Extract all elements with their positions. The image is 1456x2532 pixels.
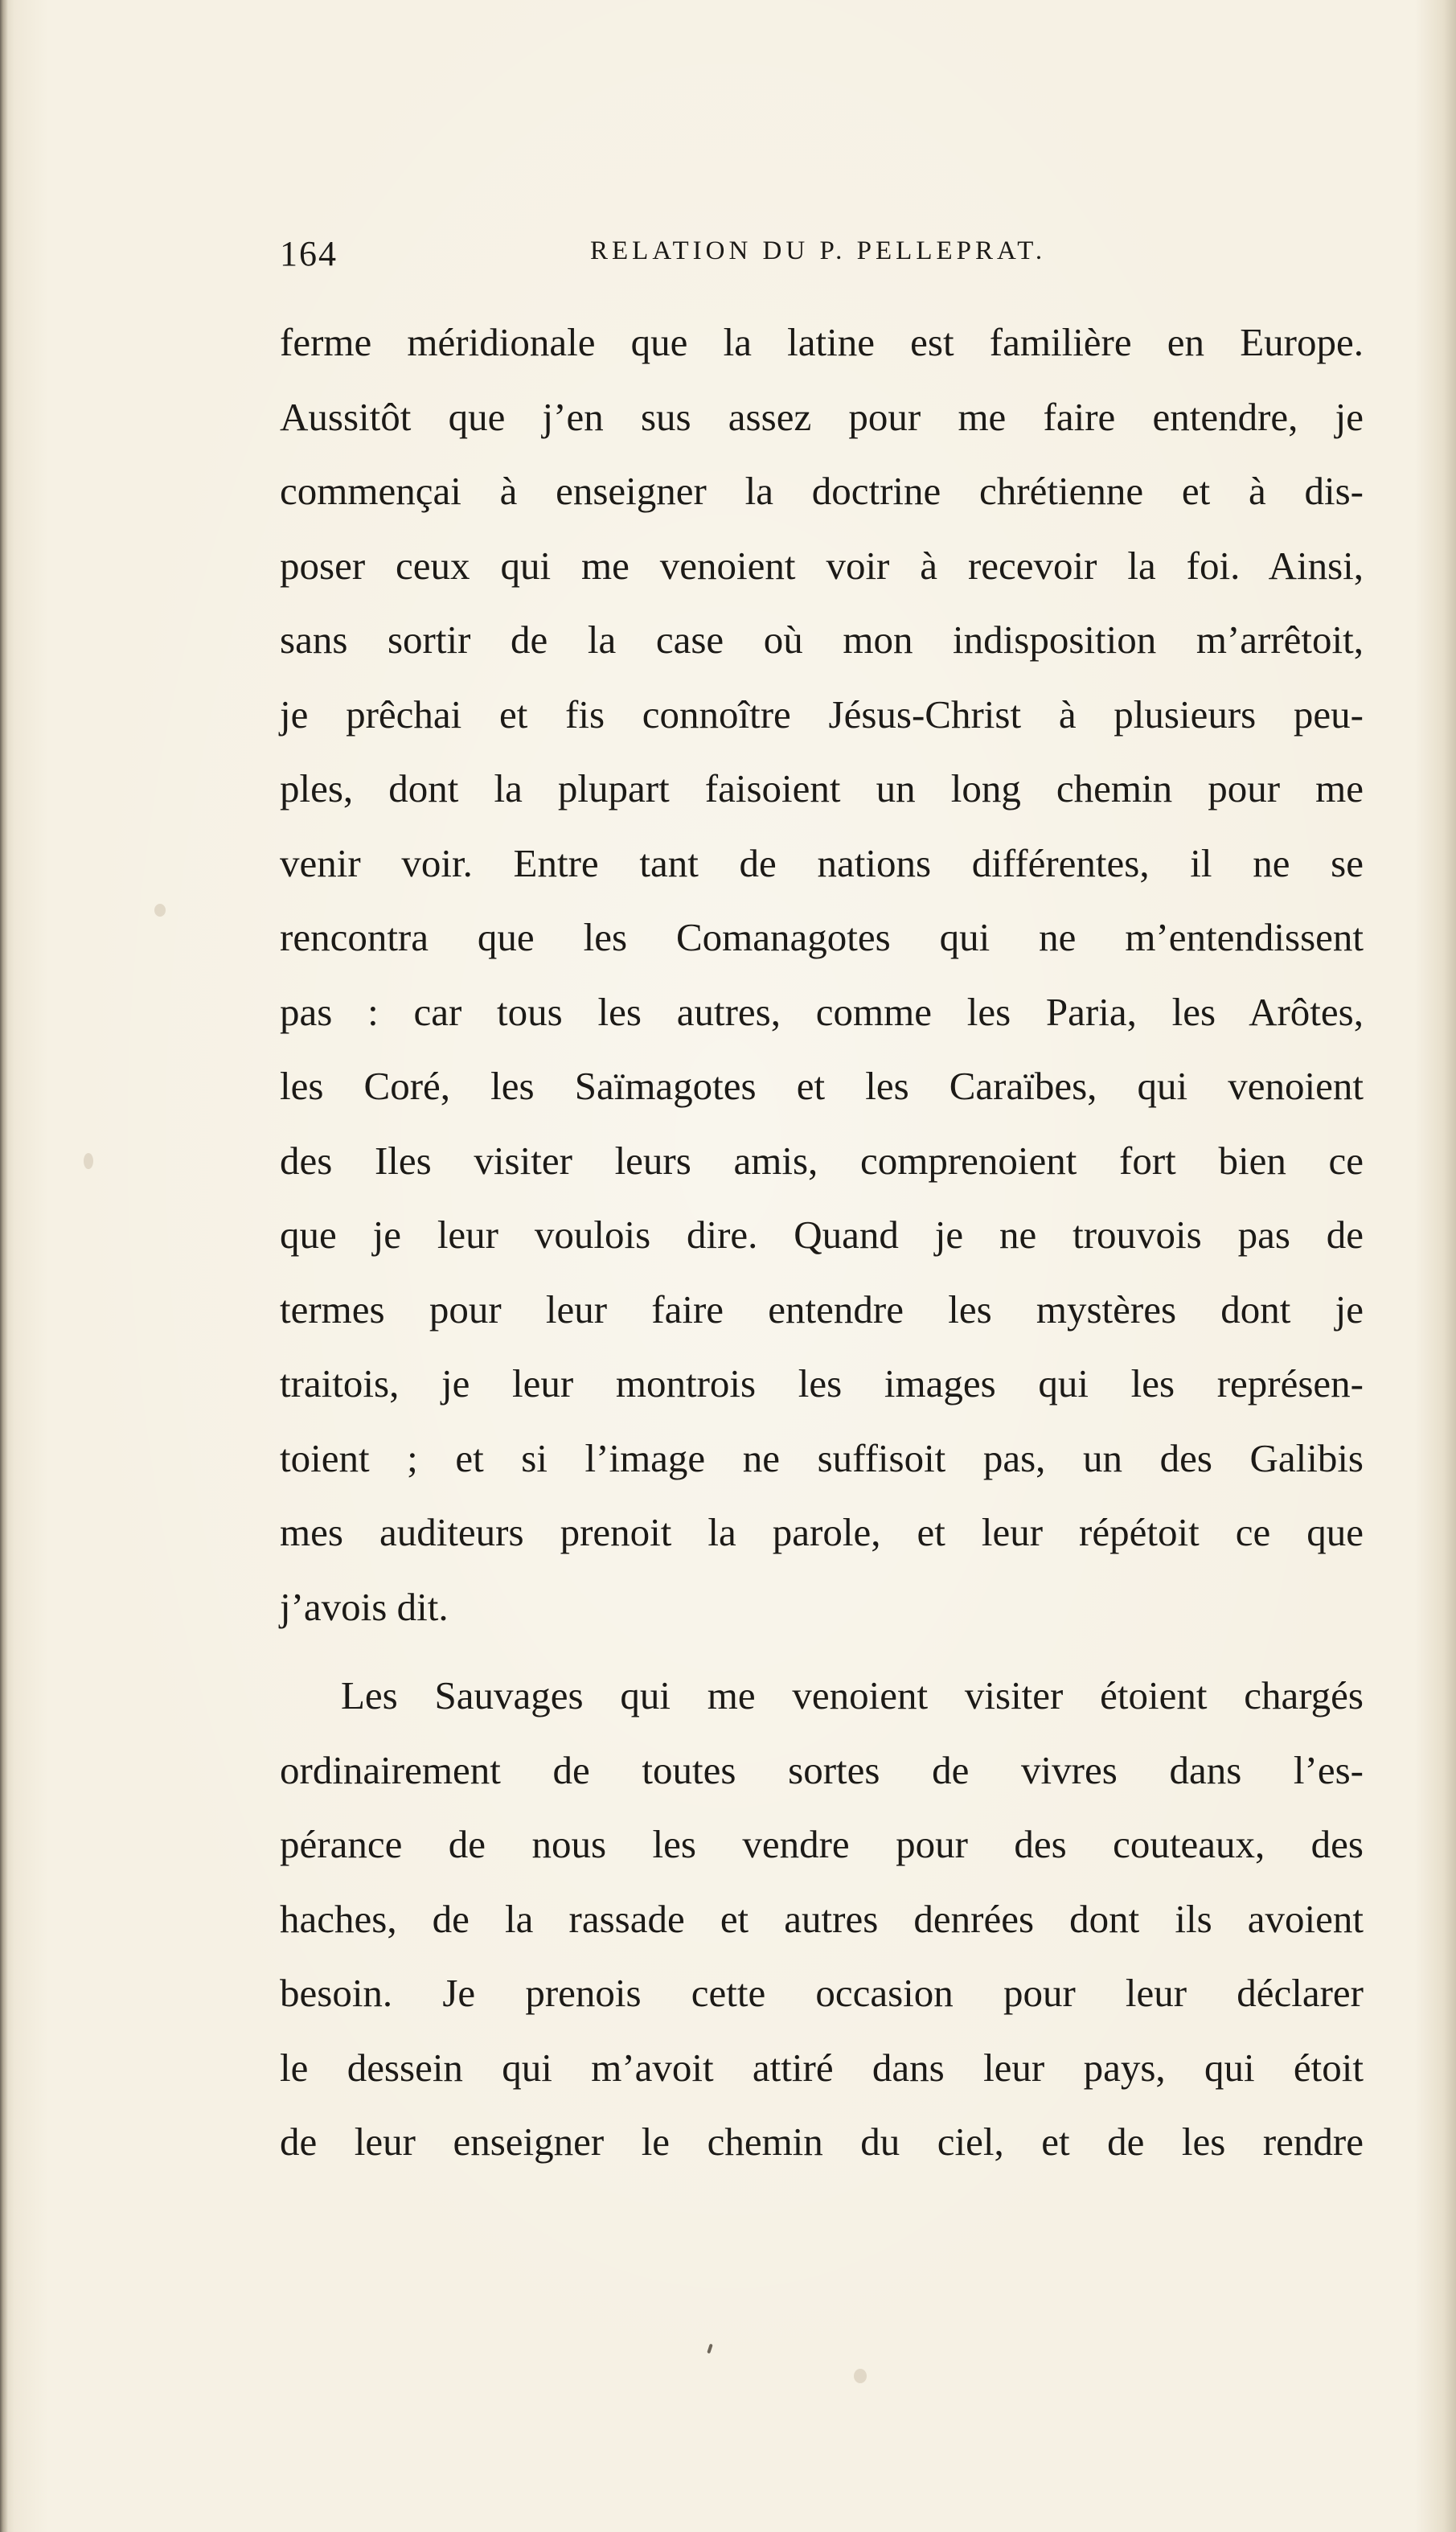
text-line: venir voir. Entre tant de nations différentes, il ne se bbox=[280, 840, 1364, 885]
body-text bbox=[280, 306, 1364, 2180]
text-line: de leur enseigner le chemin du ciel, et de les rendre bbox=[280, 2120, 1364, 2164]
page-header bbox=[280, 233, 1364, 273]
text-line: Les Sauvages qui me venoient visiter étoient chargés bbox=[341, 1673, 1364, 1717]
paragraph-gap bbox=[280, 1644, 1364, 1659]
text-line: ples, dont la plupart faisoient un long chemin pour me bbox=[280, 766, 1364, 810]
text-line: commençai à enseigner la doctrine chrétienne et à dis- bbox=[280, 469, 1364, 513]
text-line: besoin. Je prenois cette occasion pour leur déclarer bbox=[280, 1971, 1364, 2015]
paragraph-2 bbox=[280, 1659, 1364, 2180]
text-line: les Coré, les Saïmagotes et les Caraïbes, qui venoient bbox=[280, 1064, 1364, 1108]
text-line: pas : car tous les autres, comme les Paria, les Arôtes, bbox=[280, 989, 1364, 1034]
text-line: haches, de la rassade et autres denrées dont ils avoient bbox=[280, 1896, 1364, 1941]
binding-edge bbox=[0, 0, 8, 2532]
text-line: toient ; et si l’image ne suffisoit pas, un des Galibis bbox=[280, 1435, 1364, 1480]
foxing-spot bbox=[84, 1153, 93, 1169]
text-line: je prêchai et fis connoître Jésus-Christ à plusieurs peu- bbox=[280, 691, 1364, 737]
text-line: Aussitôt que j’en sus assez pour me faire entendre, je bbox=[280, 394, 1364, 439]
text-line: poser ceux qui me venoient voir à recevoir la foi. Ainsi, bbox=[280, 543, 1364, 588]
paragraph-1 bbox=[280, 306, 1364, 1644]
text-line: des Iles visiter leurs amis, comprenoient fort bien ce bbox=[280, 1138, 1364, 1183]
text-line: traitois, je leur montrois les images qui les représen- bbox=[280, 1361, 1364, 1406]
page-number: 164 bbox=[280, 234, 338, 273]
running-title: RELATION DU P. PELLEPRAT. bbox=[590, 236, 1047, 265]
text-line: pérance de nous les vendre pour des couteaux, des bbox=[280, 1822, 1364, 1866]
text-line: ordinairement de toutes sortes de vivres dans l’es- bbox=[280, 1747, 1364, 1792]
text-line: que je leur voulois dire. Quand je ne trouvois pas de bbox=[280, 1213, 1364, 1257]
text-line: le dessein qui m’avoit attiré dans leur pays, qui étoit bbox=[280, 2045, 1364, 2090]
text-line: rencontra que les Comanagotes qui ne m’entendissent bbox=[280, 915, 1364, 959]
text-line: termes pour leur faire entendre les mystères dont je bbox=[280, 1287, 1364, 1332]
text-line: j’avois dit. bbox=[280, 1584, 449, 1629]
ink-mark bbox=[707, 2344, 713, 2354]
text-line: sans sortir de la case où mon indisposition m’arrêtoit, bbox=[280, 618, 1364, 662]
text-line: mes auditeurs prenoit la parole, et leur répétoit ce que bbox=[280, 1510, 1364, 1554]
text-line: ferme méridionale que la latine est familière en Europe. bbox=[280, 320, 1364, 364]
foxing-spot bbox=[154, 904, 166, 917]
foxing-spot bbox=[854, 2369, 867, 2383]
